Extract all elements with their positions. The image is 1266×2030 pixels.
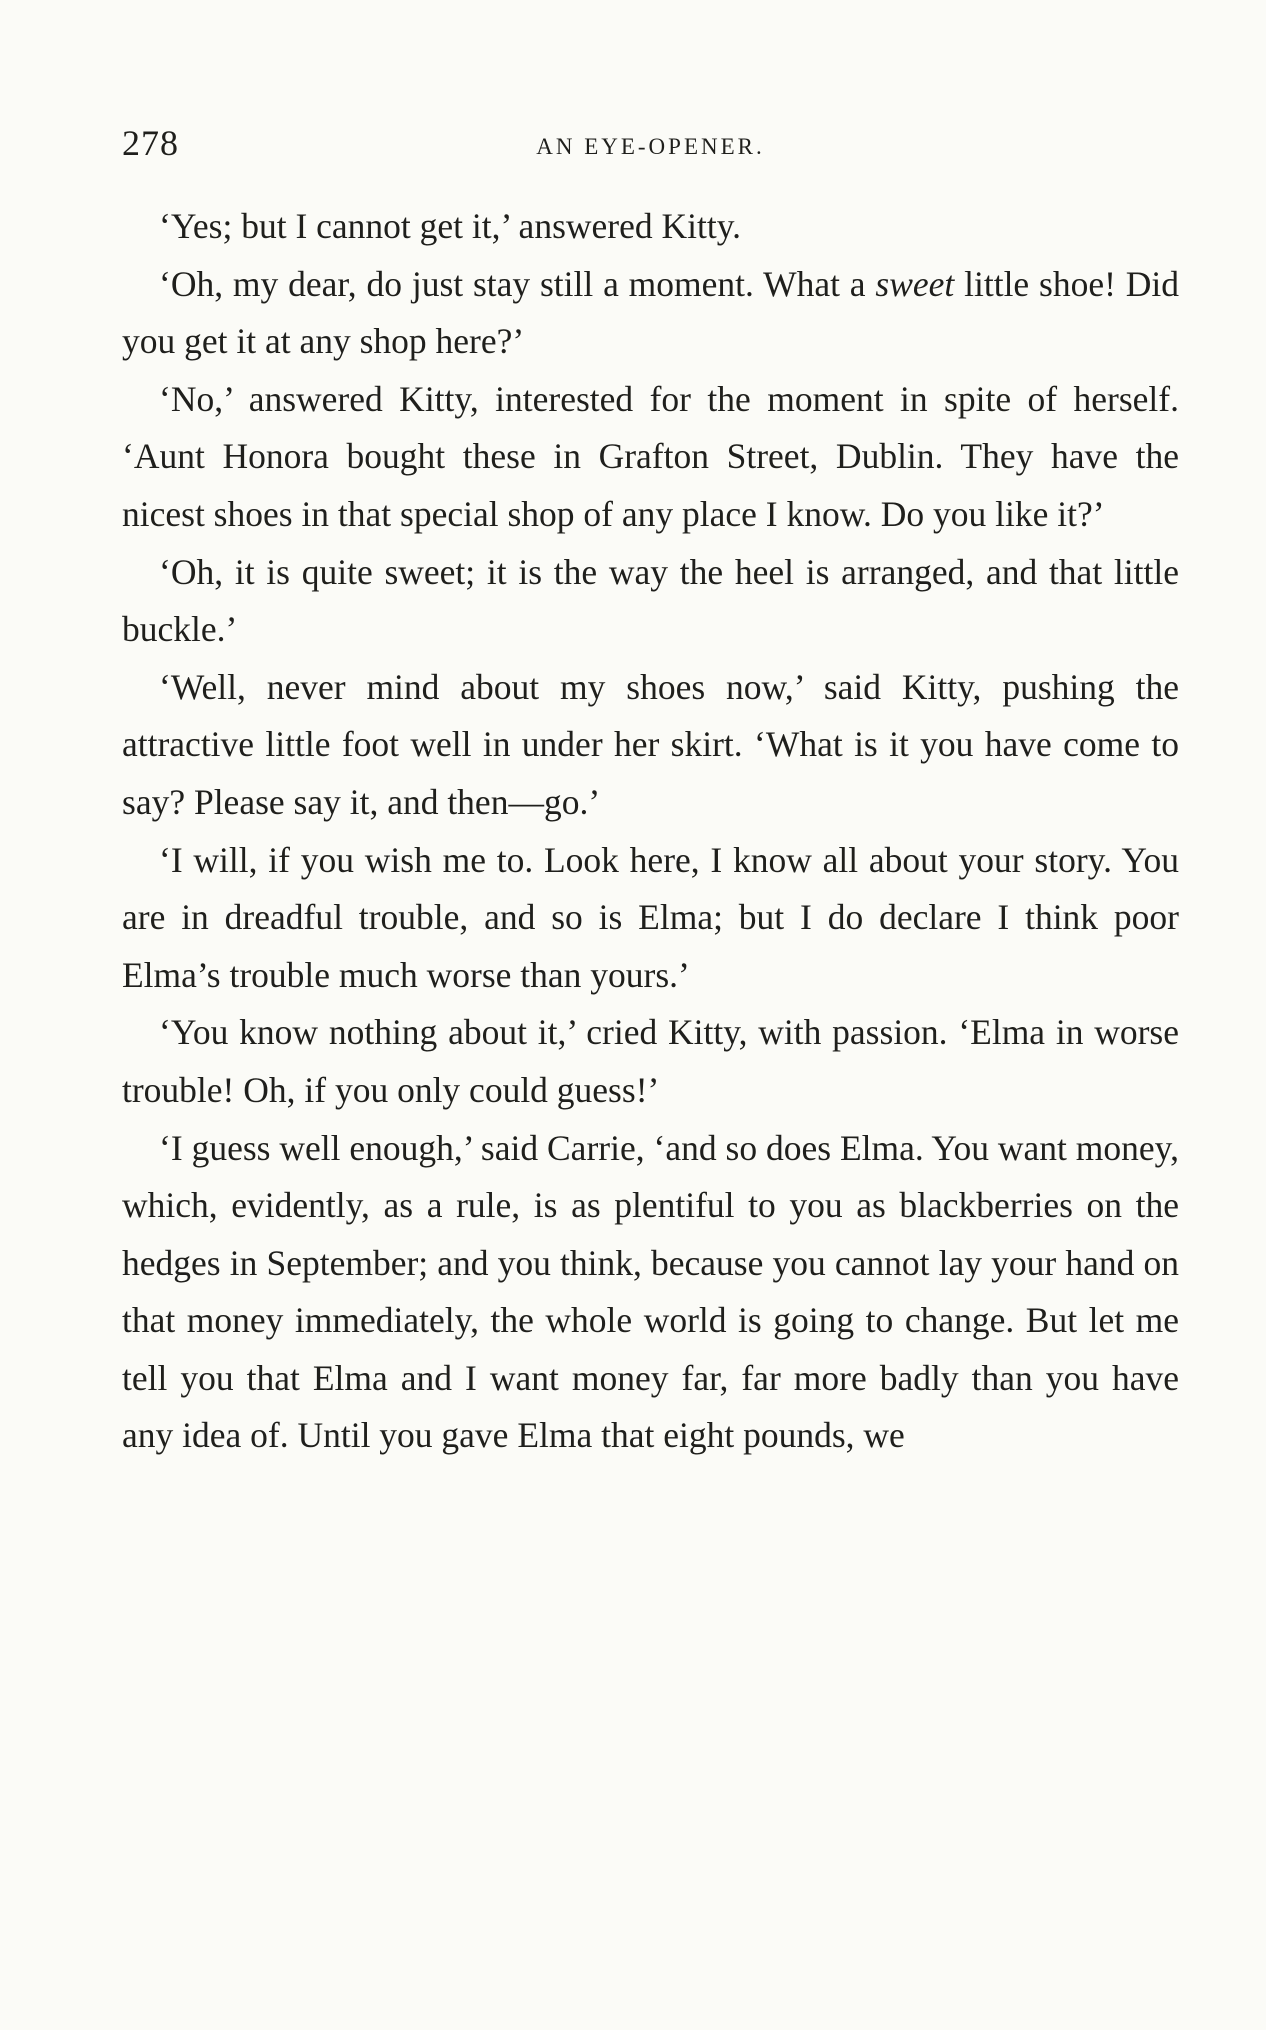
paragraph: ‘No,’ answered Kitty, interested for the moment in spite of herself. ‘Aunt Honora bought these in Grafton Street, Dublin. They have the nicest shoes in that special shop of any place I know. Do you like it?’	[122, 378, 1179, 534]
italic-emphasis: sweet	[875, 263, 955, 304]
paragraph-text: ‘Oh, my dear, do just stay still a moment. What a	[159, 263, 876, 304]
paragraph: ‘Oh, it is quite sweet; it is the way the heel is arranged, and that little buckle.’	[122, 551, 1179, 650]
page-number: 278	[122, 123, 179, 163]
paragraph: ‘You know nothing about it,’ cried Kitty, with passion. ‘Elma in worse trouble! Oh, if you only could guess!’	[122, 1012, 1179, 1110]
paragraph: ‘I will, if you wish me to. Look here, I know all about your story. You are in dreadful trouble, and so is Elma; but I do declare I think poor Elma’s trouble much worse than yours.’	[122, 839, 1179, 995]
paragraph: ‘I guess well enough,’ said Carrie, ‘and so does Elma. You want money, which, evidently, as a rule, is as plentiful to you as blackberries on the hedges in September; and you think, because you cannot lay your hand on that money immediately, the whole world is going to change. But let me tell you that Elma and I want money far, far more badly than you have any idea of. Until you gave Elma that eight pounds, we	[122, 1127, 1179, 1456]
running-title: AN EYE-OPENER.	[536, 134, 765, 159]
page-header	[122, 122, 1179, 172]
paragraph	[122, 256, 1179, 371]
paragraph: ‘Well, never mind about my shoes now,’ said Kitty, pushing the attractive little foot well in under her skirt. ‘What is it you have come to say? Please say it, and then—go.’	[122, 666, 1179, 822]
paragraph-text: little shoe! Did you get it at any shop here?’	[122, 263, 1180, 362]
paragraph: ‘Yes; but I cannot get it,’ answered Kitty.	[159, 206, 742, 246]
body-text	[122, 198, 1179, 1465]
